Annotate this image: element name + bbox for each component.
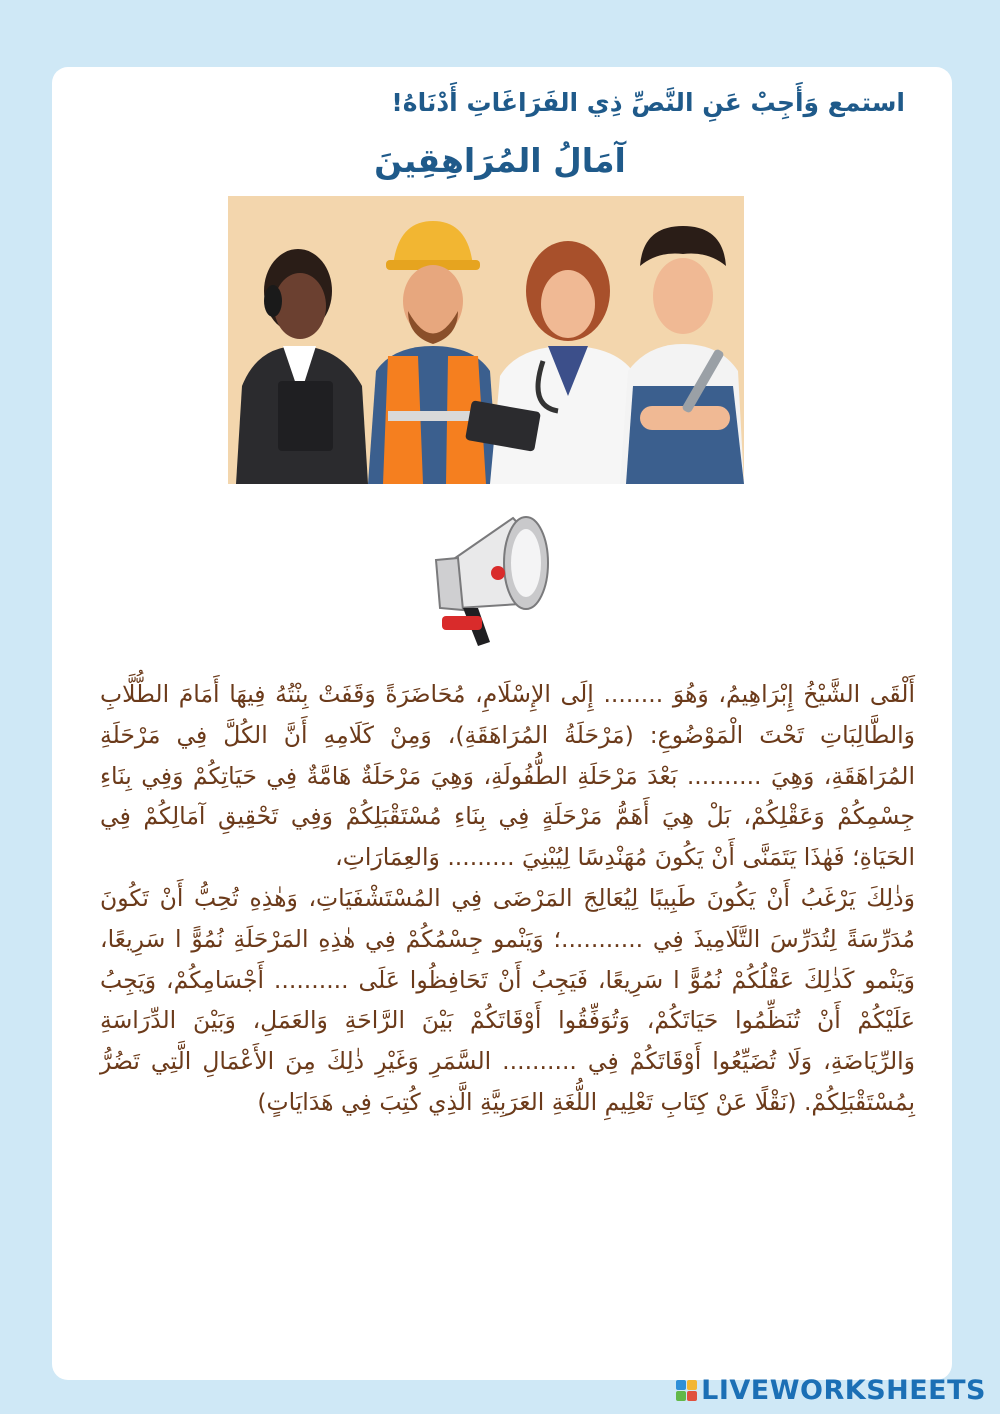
liveworksheets-logo[interactable] [676, 1375, 986, 1405]
construction-worker-figure [368, 221, 498, 484]
professionals-illustration [228, 196, 744, 484]
brand-name: LIVEWORKSHEETS [701, 1374, 986, 1406]
liveworksheets-logo-icon [676, 1380, 697, 1401]
instruction-text: استمع وَأَجِبْ عَنِ النَّصِّ ذِي الفَرَاغَاتِ أَدْنَاهُ! [391, 88, 905, 117]
mechanic-figure [620, 226, 744, 484]
megaphone-icon[interactable] [418, 508, 558, 658]
businesswoman-figure [236, 249, 368, 484]
passage-text [100, 674, 915, 1123]
passage-paragraph-1: أَلْقَى الشَّيْخُ إِبْرَاهِيمُ، وَهُوَ ........ إِلَى الإِسْلَامِ، مُحَاضَرَةً وَقَفَتْ بِنْتُهُ فِيهَا أَمَامَ الطُّلَّابِ وَالطَّالِبَاتِ تَحْتَ الْمَوْضُوعِ: (مَرْحَلَةُ المُرَاهَقَةِ)، وَمِنْ كَلَامِهِ أَنَّ الكُلَّ فِي مَرْحَلَةِ المُرَاهَقَةِ، وَهِيَ .......... بَعْدَ مَرْحَلَةِ الطُّفُولَةِ، وَهِيَ مَرْحَلَةٌ هَامَّةٌ فِي حَيَاتِكُمْ وَفِي بِنَاءِ جِسْمِكُمْ وَعَقْلِكُمْ، بَلْ هِيَ أَهَمُّ مَرْحَلَةٍ فِي بِنَاءِ مُسْتَقْبَلِكُمْ وَفِي تَحْقِيقِ آمَالِكُمْ فِي الحَيَاةِ؛ فَهٰذَا يَتَمَنَّى أَنْ يَكُونَ مُهَنْدِسًا لِيُبْنِيَ ......... وَالعِمَارَاتِ، [100, 680, 915, 872]
passage-paragraph-2: وَذٰلِكَ يَرْغَبُ أَنْ يَكُونَ طَبِيبًا لِيُعَالِجَ المَرْضَى فِي المُسْتَشْفَيَاتِ، وَهٰذِهِ تُحِبُّ أَنْ تَكُونَ مُدَرِّسَةً لِتُدَرِّسَ التَّلَامِيذَ فِي ...........؛ وَيَنْمو جِسْمُكُمْ فِي هٰذِهِ المَرْحَلَةِ نُمُوًّ ا سَرِيعًا، وَيَنْمو كَذٰلِكَ عَقْلُكُمْ نُمُوًّ ا سَرِيعًا، فَيَجِبُ أَنْ تَحَافِظُوا عَلَى .......... أَجْسَامِكُمْ، وَيَجِبُ عَلَيْكُمْ أَنْ تُنَظِّمُوا حَيَاتَكُمْ، وَتُوَفِّقُوا أَوْقَاتَكُمْ بَيْنَ الرَّاحَةِ وَالعَمَلِ، وَبَيْنَ الدِّرَاسَةِ وَالرِّيَاضَةِ، وَلَا تُضَيِّعُوا أَوْقَاتَكُمْ فِي .......... السَّمَرِ وَغَيْرِ ذٰلِكَ مِنَ الأَعْمَالِ الَّتِي تَضُرُّ بِمُسْتَقْبَلِكُمْ. (نَقْلًا عَنْ كِتَابِ تَعْلِيمِ اللُّغَةِ العَرَبِيَّةِ الَّذِي كُتِبَ فِي هَدَايَاتٍ) [100, 883, 915, 1116]
page-title: آمَالُ المُرَاهِقِينَ [374, 141, 626, 180]
